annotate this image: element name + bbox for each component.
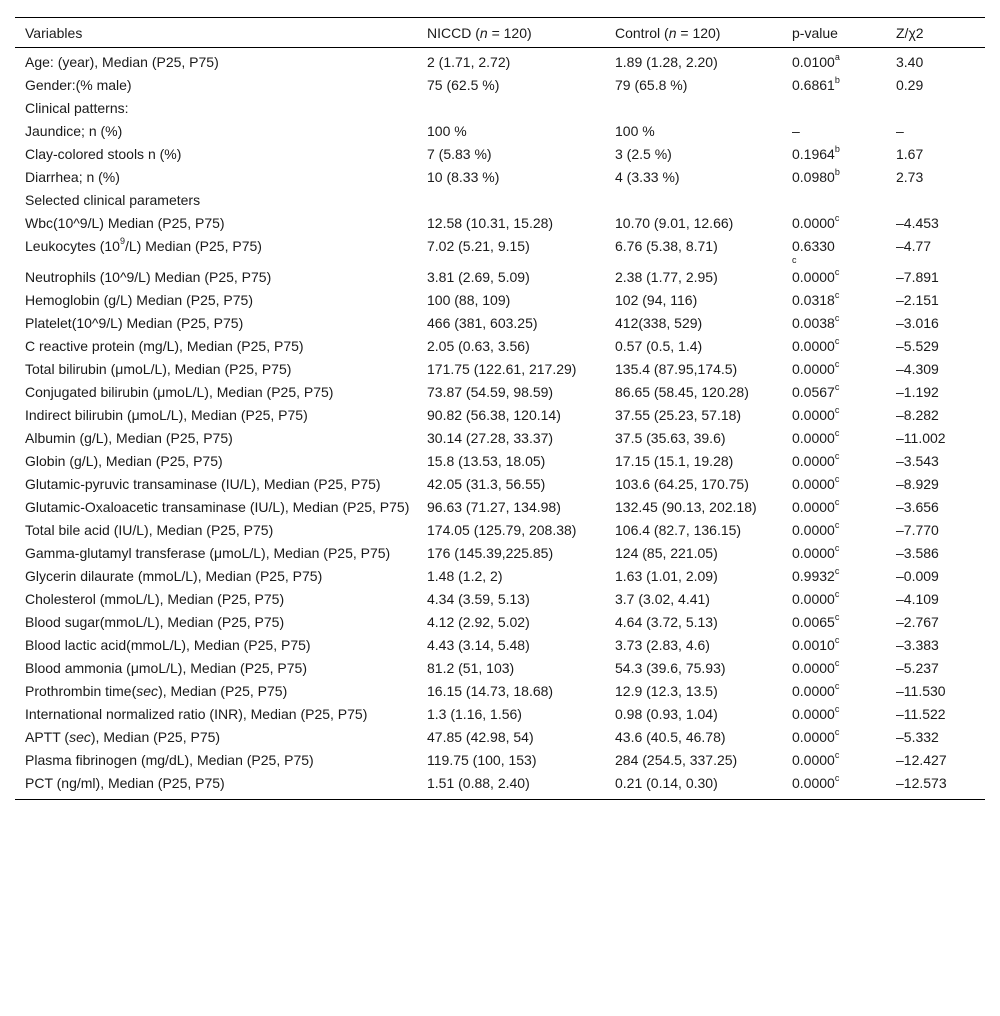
cell-niccd: 171.75 (122.61, 217.29) bbox=[427, 361, 577, 377]
p-value-text: – bbox=[792, 123, 800, 139]
cell-control: 3.7 (3.02, 4.41) bbox=[615, 591, 710, 607]
table-row bbox=[15, 48, 985, 75]
cell-variable: Blood lactic acid(mmoL/L), Median (P25, P75) bbox=[25, 637, 311, 653]
cell-statistic: 3.40 bbox=[896, 54, 924, 70]
table-row bbox=[15, 542, 985, 565]
cell-variable: Total bile acid (IU/L), Median (P25, P75) bbox=[25, 522, 274, 538]
p-value-footnote-marker: b bbox=[834, 144, 840, 155]
cell-p-value bbox=[782, 235, 886, 266]
cell-statistic: –5.332 bbox=[896, 729, 939, 745]
cell-control: 12.9 (12.3, 13.5) bbox=[615, 683, 718, 699]
cell-niccd bbox=[417, 97, 605, 120]
cell-statistic: –0.009 bbox=[896, 568, 939, 584]
cell-variable: Clay-colored stools n (%) bbox=[25, 146, 182, 162]
variable-text-pre: Leukocytes (10 bbox=[25, 238, 120, 254]
p-value-footnote-marker: c bbox=[834, 658, 840, 669]
p-value-text: 0.9932 bbox=[792, 568, 835, 584]
p-value-text: 0.0000 bbox=[792, 683, 835, 699]
cell-variable: Glutamic-Oxaloacetic transaminase (IU/L), Median (P25, P75) bbox=[25, 499, 410, 515]
table-row bbox=[15, 519, 985, 542]
cell-variable: Diarrhea; n (%) bbox=[25, 169, 120, 185]
p-value-footnote-marker: c bbox=[834, 267, 840, 278]
table-row bbox=[15, 335, 985, 358]
cell-niccd: 96.63 (71.27, 134.98) bbox=[427, 499, 561, 515]
cell-statistic: –4.77 bbox=[896, 238, 932, 254]
p-value-footnote-marker: c bbox=[834, 704, 840, 715]
table-row bbox=[15, 97, 985, 120]
cell-control: 37.5 (35.63, 39.6) bbox=[615, 430, 726, 446]
cell-variable: Total bilirubin (μmoL/L), Median (P25, P75) bbox=[25, 361, 292, 377]
p-value-text: 0.0000 bbox=[792, 453, 835, 469]
cell-statistic: –2.767 bbox=[896, 614, 939, 630]
cell-statistic: – bbox=[896, 123, 904, 139]
p-value-text: 0.0000 bbox=[792, 522, 835, 538]
p-value-text: 0.0000 bbox=[792, 338, 835, 354]
table-row bbox=[15, 427, 985, 450]
cell-p-value bbox=[782, 358, 886, 381]
table-row bbox=[15, 496, 985, 519]
cell-control: 3.73 (2.83, 4.6) bbox=[615, 637, 710, 653]
cell-control: 3 (2.5 %) bbox=[615, 146, 672, 162]
cell-p-value bbox=[782, 404, 886, 427]
table-row bbox=[15, 726, 985, 749]
cell-statistic bbox=[886, 97, 985, 120]
p-value-text: 0.0000 bbox=[792, 215, 835, 231]
cell-niccd: 15.8 (13.53, 18.05) bbox=[427, 453, 546, 469]
p-value-text: 0.0100 bbox=[792, 54, 835, 70]
variable-superscript: 9 bbox=[119, 236, 125, 247]
p-value-text: 0.0000 bbox=[792, 591, 835, 607]
variable-text-post: ), Median (P25, P75) bbox=[90, 729, 221, 745]
p-value-text: 0.0000 bbox=[792, 499, 835, 515]
cell-p-value bbox=[782, 97, 886, 120]
cell-p-value bbox=[782, 312, 886, 335]
cell-statistic: –4.309 bbox=[896, 361, 939, 377]
p-value-text: 0.0000 bbox=[792, 269, 835, 285]
cell-p-value bbox=[782, 772, 886, 800]
cell-statistic: –3.016 bbox=[896, 315, 939, 331]
p-value-footnote-marker: c bbox=[792, 255, 797, 265]
cell-p-value bbox=[782, 120, 886, 143]
cell-statistic: 2.73 bbox=[896, 169, 924, 185]
cell-niccd: 4.34 (3.59, 5.13) bbox=[427, 591, 530, 607]
cell-control: 103.6 (64.25, 170.75) bbox=[615, 476, 749, 492]
cell-variable: Albumin (g/L), Median (P25, P75) bbox=[25, 430, 233, 446]
cell-variable: Gamma-glutamyl transferase (μmoL/L), Median (P25, P75) bbox=[25, 545, 391, 561]
p-value-text: 0.0980 bbox=[792, 169, 835, 185]
cell-variable: Platelet(10^9/L) Median (P25, P75) bbox=[25, 315, 244, 331]
table-row bbox=[15, 289, 985, 312]
p-value-footnote-marker: c bbox=[834, 589, 840, 600]
cell-p-value bbox=[782, 266, 886, 289]
cell-p-value bbox=[782, 74, 886, 97]
cell-control: 102 (94, 116) bbox=[615, 292, 698, 308]
cell-p-value bbox=[782, 611, 886, 634]
cell-statistic: –8.282 bbox=[896, 407, 939, 423]
table-row bbox=[15, 749, 985, 772]
cell-variable: Age: (year), Median (P25, P75) bbox=[25, 54, 219, 70]
p-value-text: 0.0065 bbox=[792, 614, 835, 630]
cell-niccd: 81.2 (51, 103) bbox=[427, 660, 515, 676]
cell-variable: Glycerin dilaurate (mmoL/L), Median (P25, P75) bbox=[25, 568, 323, 584]
cell-p-value bbox=[782, 680, 886, 703]
p-value-footnote-marker: c bbox=[834, 681, 840, 692]
cell-statistic: –4.109 bbox=[896, 591, 939, 607]
cell-statistic: –12.573 bbox=[896, 775, 947, 791]
table-row bbox=[15, 588, 985, 611]
cell-statistic: –3.656 bbox=[896, 499, 939, 515]
p-value-text: 0.0000 bbox=[792, 545, 835, 561]
table-row bbox=[15, 657, 985, 680]
cell-control: 1.89 (1.28, 2.20) bbox=[615, 54, 718, 70]
cell-niccd: 100 % bbox=[427, 123, 467, 139]
cell-niccd: 466 (381, 603.25) bbox=[427, 315, 538, 331]
cell-statistic: –3.543 bbox=[896, 453, 939, 469]
p-value-footnote-marker: a bbox=[834, 52, 840, 63]
cell-niccd: 12.58 (10.31, 15.28) bbox=[427, 215, 554, 231]
p-value-footnote-marker: c bbox=[834, 543, 840, 554]
cell-control: 106.4 (82.7, 136.15) bbox=[615, 522, 742, 538]
p-value-text: 0.0318 bbox=[792, 292, 835, 308]
variable-italic: sec bbox=[136, 683, 159, 699]
cell-niccd: 90.82 (56.38, 120.14) bbox=[427, 407, 561, 423]
table-row bbox=[15, 120, 985, 143]
cell-niccd: 1.3 (1.16, 1.56) bbox=[427, 706, 522, 722]
cell-niccd: 4.12 (2.92, 5.02) bbox=[427, 614, 530, 630]
p-value-text: 0.0000 bbox=[792, 361, 835, 377]
p-value-text: 0.6330 bbox=[792, 238, 835, 254]
p-value-footnote-marker: c bbox=[834, 428, 840, 439]
cell-statistic bbox=[886, 189, 985, 212]
variable-text-post: ), Median (P25, P75) bbox=[158, 683, 288, 699]
cell-variable: Conjugated bilirubin (μmoL/L), Median (P25, P75) bbox=[25, 384, 334, 400]
cell-variable: Wbc(10^9/L) Median (P25, P75) bbox=[25, 215, 225, 231]
cell-niccd: 100 (88, 109) bbox=[427, 292, 511, 308]
cell-niccd bbox=[417, 189, 605, 212]
cell-variable: Globin (g/L), Median (P25, P75) bbox=[25, 453, 223, 469]
cell-variable: Clinical patterns: bbox=[25, 100, 129, 116]
p-value-footnote-marker: b bbox=[834, 75, 840, 86]
cell-statistic: –7.770 bbox=[896, 522, 939, 538]
table-row bbox=[15, 473, 985, 496]
table-body bbox=[15, 48, 985, 800]
table-row bbox=[15, 266, 985, 289]
cell-control bbox=[605, 189, 782, 212]
p-value-footnote-marker: c bbox=[834, 750, 840, 761]
cell-control: 4.64 (3.72, 5.13) bbox=[615, 614, 718, 630]
cell-niccd: 1.51 (0.88, 2.40) bbox=[427, 775, 530, 791]
p-value-footnote-marker: c bbox=[834, 773, 840, 784]
p-value-footnote-marker: c bbox=[834, 313, 840, 324]
p-value-text: 0.1964 bbox=[792, 146, 835, 162]
cell-p-value bbox=[782, 335, 886, 358]
cell-p-value bbox=[782, 166, 886, 189]
cell-p-value bbox=[782, 48, 886, 75]
cell-statistic: 1.67 bbox=[896, 146, 924, 162]
cell-niccd: 47.85 (42.98, 54) bbox=[427, 729, 534, 745]
cell-p-value bbox=[782, 427, 886, 450]
cell-statistic: –4.453 bbox=[896, 215, 939, 231]
cell-p-value bbox=[782, 749, 886, 772]
cell-p-value bbox=[782, 289, 886, 312]
table-row bbox=[15, 212, 985, 235]
table-row bbox=[15, 703, 985, 726]
cell-variable: Neutrophils (10^9/L) Median (P25, P75) bbox=[25, 269, 272, 285]
variable-text-pre: Prothrombin time( bbox=[25, 683, 137, 699]
p-value-text: 0.0000 bbox=[792, 752, 835, 768]
cell-control: 124 (85, 221.05) bbox=[615, 545, 718, 561]
p-value-footnote-marker: c bbox=[834, 612, 840, 623]
p-value-text: 0.0000 bbox=[792, 476, 835, 492]
cell-variable bbox=[15, 726, 417, 749]
cell-p-value bbox=[782, 189, 886, 212]
cell-niccd: 42.05 (31.3, 56.55) bbox=[427, 476, 546, 492]
p-value-footnote-marker: c bbox=[834, 451, 840, 462]
cell-p-value bbox=[782, 565, 886, 588]
p-value-text: 0.0000 bbox=[792, 660, 835, 676]
cell-niccd: 3.81 (2.69, 5.09) bbox=[427, 269, 530, 285]
cell-control: 132.45 (90.13, 202.18) bbox=[615, 499, 757, 515]
cell-niccd: 30.14 (27.28, 33.37) bbox=[427, 430, 554, 446]
p-value-footnote-marker: c bbox=[834, 405, 840, 416]
cell-control: 54.3 (39.6, 75.93) bbox=[615, 660, 726, 676]
cell-control: 4 (3.33 %) bbox=[615, 169, 680, 185]
cell-control: 37.55 (25.23, 57.18) bbox=[615, 407, 742, 423]
cell-statistic: –5.529 bbox=[896, 338, 939, 354]
table-row bbox=[15, 450, 985, 473]
p-value-footnote-marker: c bbox=[834, 336, 840, 347]
p-value-text: 0.0000 bbox=[792, 729, 835, 745]
cell-statistic: –7.891 bbox=[896, 269, 939, 285]
cell-control: 79 (65.8 %) bbox=[615, 77, 688, 93]
p-value-text: 0.0567 bbox=[792, 384, 835, 400]
cell-p-value bbox=[782, 381, 886, 404]
p-value-footnote-marker: c bbox=[834, 497, 840, 508]
p-value-text: 0.0000 bbox=[792, 775, 835, 791]
cell-p-value bbox=[782, 588, 886, 611]
p-value-footnote-marker: c bbox=[834, 290, 840, 301]
variable-italic: sec bbox=[69, 729, 91, 745]
p-value-footnote-marker: c bbox=[834, 566, 840, 577]
table-row bbox=[15, 404, 985, 427]
cell-statistic: –1.192 bbox=[896, 384, 939, 400]
results-table-container bbox=[15, 17, 985, 800]
table-row bbox=[15, 634, 985, 657]
cell-statistic: –5.237 bbox=[896, 660, 939, 676]
header-control: Control (n = 120) bbox=[615, 24, 721, 41]
cell-p-value bbox=[782, 703, 886, 726]
cell-p-value bbox=[782, 496, 886, 519]
p-value-footnote-marker: c bbox=[834, 635, 840, 646]
cell-variable: Plasma fibrinogen (mg/dL), Median (P25, P75) bbox=[25, 752, 314, 768]
table-header bbox=[15, 18, 985, 48]
table-row bbox=[15, 74, 985, 97]
cell-control bbox=[605, 97, 782, 120]
table-row bbox=[15, 565, 985, 588]
p-value-footnote-marker: c bbox=[834, 213, 840, 224]
p-value-text: 0.0010 bbox=[792, 637, 835, 653]
cell-variable bbox=[15, 235, 417, 266]
p-value-text: 0.0000 bbox=[792, 430, 835, 446]
cell-niccd: 7 (5.83 %) bbox=[427, 146, 492, 162]
cell-p-value bbox=[782, 726, 886, 749]
cell-niccd: 2 (1.71, 2.72) bbox=[427, 54, 511, 70]
cell-variable: Cholesterol (mmoL/L), Median (P25, P75) bbox=[25, 591, 285, 607]
table-row bbox=[15, 611, 985, 634]
header-variables: Variables bbox=[25, 24, 83, 41]
p-value-footnote-marker: c bbox=[834, 382, 840, 393]
cell-statistic: –8.929 bbox=[896, 476, 939, 492]
cell-variable: Blood ammonia (μmoL/L), Median (P25, P75) bbox=[25, 660, 307, 676]
cell-statistic: –2.151 bbox=[896, 292, 939, 308]
cell-niccd: 75 (62.5 %) bbox=[427, 77, 500, 93]
p-value-footnote-marker: b bbox=[834, 167, 840, 178]
header-row bbox=[15, 18, 985, 48]
cell-niccd: 7.02 (5.21, 9.15) bbox=[427, 238, 530, 254]
p-value-footnote-marker: c bbox=[834, 727, 840, 738]
cell-p-value bbox=[782, 542, 886, 565]
cell-niccd: 119.75 (100, 153) bbox=[427, 752, 537, 768]
cell-control: 43.6 (40.5, 46.78) bbox=[615, 729, 726, 745]
cell-p-value bbox=[782, 450, 886, 473]
cell-niccd: 176 (145.39,225.85) bbox=[427, 545, 554, 561]
cell-niccd: 16.15 (14.73, 18.68) bbox=[427, 683, 554, 699]
cell-control: 17.15 (15.1, 19.28) bbox=[615, 453, 734, 469]
cell-statistic: –11.522 bbox=[896, 706, 946, 722]
cell-variable: Jaundice; n (%) bbox=[25, 123, 123, 139]
cell-variable: International normalized ratio (INR), Median (P25, P75) bbox=[25, 706, 368, 722]
table-row bbox=[15, 312, 985, 335]
table-row bbox=[15, 772, 985, 800]
cell-control: 412(338, 529) bbox=[615, 315, 703, 331]
cell-control: 100 % bbox=[615, 123, 655, 139]
cell-niccd: 10 (8.33 %) bbox=[427, 169, 500, 185]
cell-niccd: 2.05 (0.63, 3.56) bbox=[427, 338, 530, 354]
table-row bbox=[15, 680, 985, 703]
cell-variable: C reactive protein (mg/L), Median (P25, P75) bbox=[25, 338, 304, 354]
table-row bbox=[15, 381, 985, 404]
cell-niccd: 4.43 (3.14, 5.48) bbox=[427, 637, 530, 653]
cell-p-value bbox=[782, 473, 886, 496]
p-value-footnote-marker: c bbox=[834, 474, 840, 485]
cell-control: 0.21 (0.14, 0.30) bbox=[615, 775, 718, 791]
cell-control: 2.38 (1.77, 2.95) bbox=[615, 269, 718, 285]
cell-statistic: –11.002 bbox=[896, 430, 946, 446]
header-niccd: NICCD (n = 120) bbox=[427, 24, 532, 41]
cell-control: 0.98 (0.93, 1.04) bbox=[615, 706, 718, 722]
table-row bbox=[15, 235, 985, 266]
cell-statistic: 0.29 bbox=[896, 77, 924, 93]
cell-p-value bbox=[782, 657, 886, 680]
cell-control: 135.4 (87.95,174.5) bbox=[615, 361, 738, 377]
cell-niccd: 174.05 (125.79, 208.38) bbox=[427, 522, 577, 538]
cell-variable bbox=[15, 680, 417, 703]
variable-text-post: /L) Median (P25, P75) bbox=[124, 238, 262, 254]
p-value-text: 0.0000 bbox=[792, 706, 835, 722]
table-row bbox=[15, 166, 985, 189]
cell-variable: PCT (ng/ml), Median (P25, P75) bbox=[25, 775, 225, 791]
cell-p-value bbox=[782, 519, 886, 542]
cell-variable: Selected clinical parameters bbox=[25, 192, 201, 208]
header-statistic: Z/χ2 bbox=[896, 24, 924, 41]
results-table bbox=[15, 17, 985, 800]
cell-variable: Indirect bilirubin (μmoL/L), Median (P25, P75) bbox=[25, 407, 308, 423]
table-row bbox=[15, 358, 985, 381]
cell-statistic: –3.383 bbox=[896, 637, 939, 653]
variable-text-pre: APTT ( bbox=[25, 729, 70, 745]
cell-control: 1.63 (1.01, 2.09) bbox=[615, 568, 718, 584]
cell-p-value bbox=[782, 212, 886, 235]
table-row bbox=[15, 143, 985, 166]
header-p-value: p-value bbox=[792, 24, 838, 41]
cell-control: 86.65 (58.45, 120.28) bbox=[615, 384, 749, 400]
cell-control: 6.76 (5.38, 8.71) bbox=[615, 238, 718, 254]
cell-niccd: 73.87 (54.59, 98.59) bbox=[427, 384, 554, 400]
cell-control: 284 (254.5, 337.25) bbox=[615, 752, 738, 768]
p-value-text: 0.6861 bbox=[792, 77, 835, 93]
cell-niccd: 1.48 (1.2, 2) bbox=[427, 568, 503, 584]
cell-variable: Hemoglobin (g/L) Median (P25, P75) bbox=[25, 292, 254, 308]
cell-variable: Glutamic-pyruvic transaminase (IU/L), Median (P25, P75) bbox=[25, 476, 381, 492]
cell-variable: Blood sugar(mmoL/L), Median (P25, P75) bbox=[25, 614, 285, 630]
p-value-text: 0.0000 bbox=[792, 407, 835, 423]
cell-variable: Gender:(% male) bbox=[25, 77, 132, 93]
cell-statistic: –12.427 bbox=[896, 752, 947, 768]
cell-statistic: –3.586 bbox=[896, 545, 939, 561]
cell-p-value bbox=[782, 634, 886, 657]
p-value-footnote-marker: c bbox=[834, 359, 840, 370]
cell-statistic: –11.530 bbox=[896, 683, 946, 699]
cell-p-value bbox=[782, 143, 886, 166]
table-row bbox=[15, 189, 985, 212]
cell-control: 10.70 (9.01, 12.66) bbox=[615, 215, 734, 231]
cell-control: 0.57 (0.5, 1.4) bbox=[615, 338, 703, 354]
p-value-footnote-marker: c bbox=[834, 520, 840, 531]
p-value-text: 0.0038 bbox=[792, 315, 835, 331]
